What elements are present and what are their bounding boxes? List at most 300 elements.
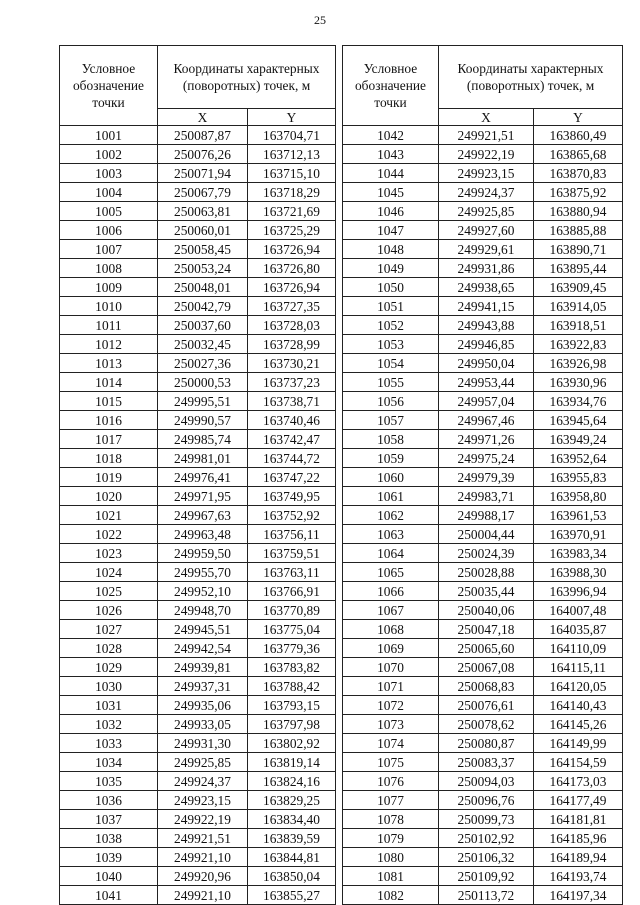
coord-x: 249923,15 <box>158 791 248 810</box>
coord-x: 249995,51 <box>158 392 248 411</box>
point-id: 1029 <box>60 658 158 677</box>
coord-x: 250042,79 <box>158 297 248 316</box>
table-row <box>60 791 336 810</box>
coord-y: 163779,36 <box>248 639 336 658</box>
coord-y: 163749,95 <box>248 487 336 506</box>
point-id: 1039 <box>60 848 158 867</box>
coord-x: 249924,37 <box>439 183 534 202</box>
coord-x: 250109,92 <box>439 867 534 886</box>
coord-x: 249985,74 <box>158 430 248 449</box>
coord-x: 250076,26 <box>158 145 248 164</box>
table-row <box>343 639 623 658</box>
coord-y: 164145,26 <box>534 715 623 734</box>
coord-x: 250102,92 <box>439 829 534 848</box>
table-row <box>60 316 336 335</box>
coord-y: 164120,05 <box>534 677 623 696</box>
coord-x: 249975,24 <box>439 449 534 468</box>
table-row <box>343 506 623 525</box>
coord-y: 163763,11 <box>248 563 336 582</box>
coord-x: 249938,65 <box>439 278 534 297</box>
table-row <box>343 126 623 145</box>
point-id: 1059 <box>343 449 439 468</box>
coord-y: 164197,34 <box>534 886 623 905</box>
coord-x: 249935,06 <box>158 696 248 715</box>
coord-x: 250096,76 <box>439 791 534 810</box>
table-row <box>343 411 623 430</box>
coord-y: 164185,96 <box>534 829 623 848</box>
table-row <box>60 886 336 905</box>
table-row <box>60 867 336 886</box>
coord-x: 249922,19 <box>439 145 534 164</box>
coord-x: 250004,44 <box>439 525 534 544</box>
table-row <box>60 297 336 316</box>
table-row <box>60 487 336 506</box>
table-row <box>343 183 623 202</box>
coord-y: 164181,81 <box>534 810 623 829</box>
coord-x: 249922,19 <box>158 810 248 829</box>
point-id: 1062 <box>343 506 439 525</box>
point-id: 1034 <box>60 753 158 772</box>
coord-y: 163715,10 <box>248 164 336 183</box>
coord-x: 250083,37 <box>439 753 534 772</box>
table-row <box>60 677 336 696</box>
table-row <box>60 696 336 715</box>
point-id: 1018 <box>60 449 158 468</box>
coord-x: 250040,06 <box>439 601 534 620</box>
table-row <box>60 601 336 620</box>
point-id: 1015 <box>60 392 158 411</box>
point-id: 1019 <box>60 468 158 487</box>
table-row <box>343 658 623 677</box>
coord-x: 250037,60 <box>158 316 248 335</box>
coord-y: 163756,11 <box>248 525 336 544</box>
point-id: 1037 <box>60 810 158 829</box>
coord-y: 163824,16 <box>248 772 336 791</box>
point-id: 1075 <box>343 753 439 772</box>
coord-x: 249921,51 <box>439 126 534 145</box>
table-row <box>343 354 623 373</box>
coord-x: 250080,87 <box>439 734 534 753</box>
table-row <box>60 658 336 677</box>
table-row <box>60 202 336 221</box>
coord-x: 249948,70 <box>158 601 248 620</box>
coord-x: 249946,85 <box>439 335 534 354</box>
table-row <box>343 202 623 221</box>
coord-y: 164154,59 <box>534 753 623 772</box>
table-row <box>60 354 336 373</box>
table-row <box>60 848 336 867</box>
coord-x: 250063,81 <box>158 202 248 221</box>
coord-y: 163718,29 <box>248 183 336 202</box>
coord-y: 163829,25 <box>248 791 336 810</box>
coord-x: 250099,73 <box>439 810 534 829</box>
point-id: 1073 <box>343 715 439 734</box>
point-id: 1054 <box>343 354 439 373</box>
coord-x: 250058,45 <box>158 240 248 259</box>
table-row <box>343 468 623 487</box>
table-row <box>60 335 336 354</box>
coord-y: 164115,11 <box>534 658 623 677</box>
point-id: 1010 <box>60 297 158 316</box>
coord-y: 163704,71 <box>248 126 336 145</box>
table-row <box>343 240 623 259</box>
coord-y: 164149,99 <box>534 734 623 753</box>
point-id: 1022 <box>60 525 158 544</box>
header-coords-label: Координаты характерных (поворотных) точек, м <box>439 46 623 109</box>
point-id: 1045 <box>343 183 439 202</box>
point-id: 1021 <box>60 506 158 525</box>
coord-x: 249923,15 <box>439 164 534 183</box>
table-row <box>343 791 623 810</box>
point-id: 1038 <box>60 829 158 848</box>
table-row <box>60 278 336 297</box>
table-row <box>343 848 623 867</box>
coord-x: 250068,83 <box>439 677 534 696</box>
table-row <box>60 639 336 658</box>
point-id: 1036 <box>60 791 158 810</box>
coord-y: 163802,92 <box>248 734 336 753</box>
point-id: 1012 <box>60 335 158 354</box>
table-row <box>343 544 623 563</box>
coord-y: 163958,80 <box>534 487 623 506</box>
table-row <box>60 126 336 145</box>
point-id: 1042 <box>343 126 439 145</box>
table-row <box>60 620 336 639</box>
coord-y: 163742,47 <box>248 430 336 449</box>
coord-y: 164173,03 <box>534 772 623 791</box>
table-row <box>60 259 336 278</box>
table-row <box>343 886 623 905</box>
point-id: 1011 <box>60 316 158 335</box>
point-id: 1028 <box>60 639 158 658</box>
coord-y: 163770,89 <box>248 601 336 620</box>
coord-x: 250035,44 <box>439 582 534 601</box>
table-row <box>60 468 336 487</box>
table-row <box>343 221 623 240</box>
table-row <box>343 753 623 772</box>
point-id: 1070 <box>343 658 439 677</box>
coord-y: 163747,22 <box>248 468 336 487</box>
coord-y: 164110,09 <box>534 639 623 658</box>
table-row <box>343 164 623 183</box>
coord-x: 249931,30 <box>158 734 248 753</box>
point-id: 1003 <box>60 164 158 183</box>
table-row <box>60 449 336 468</box>
coord-x: 249931,86 <box>439 259 534 278</box>
table-row <box>60 164 336 183</box>
point-id: 1001 <box>60 126 158 145</box>
table-row <box>343 620 623 639</box>
coord-x: 249963,48 <box>158 525 248 544</box>
table-row <box>343 734 623 753</box>
table-row <box>343 449 623 468</box>
point-id: 1004 <box>60 183 158 202</box>
point-id: 1002 <box>60 145 158 164</box>
coord-y: 163819,14 <box>248 753 336 772</box>
point-id: 1008 <box>60 259 158 278</box>
point-id: 1056 <box>343 392 439 411</box>
point-id: 1065 <box>343 563 439 582</box>
point-id: 1061 <box>343 487 439 506</box>
point-id: 1013 <box>60 354 158 373</box>
table-row <box>343 677 623 696</box>
coord-x: 250032,45 <box>158 335 248 354</box>
coord-x: 249929,61 <box>439 240 534 259</box>
coord-y: 163726,94 <box>248 240 336 259</box>
coord-x: 250067,08 <box>439 658 534 677</box>
table-row <box>343 696 623 715</box>
coord-y: 163922,83 <box>534 335 623 354</box>
coord-x: 250076,61 <box>439 696 534 715</box>
coord-x: 249952,10 <box>158 582 248 601</box>
table-row <box>343 601 623 620</box>
point-id: 1031 <box>60 696 158 715</box>
point-id: 1069 <box>343 639 439 658</box>
point-id: 1027 <box>60 620 158 639</box>
coord-y: 163983,34 <box>534 544 623 563</box>
header-y: Y <box>534 109 623 126</box>
table-row <box>343 829 623 848</box>
header-x: X <box>439 109 534 126</box>
point-id: 1040 <box>60 867 158 886</box>
coord-x: 249941,15 <box>439 297 534 316</box>
coord-y: 163949,24 <box>534 430 623 449</box>
coord-y: 163875,92 <box>534 183 623 202</box>
coord-x: 249921,51 <box>158 829 248 848</box>
coord-x: 249921,10 <box>158 848 248 867</box>
point-id: 1064 <box>343 544 439 563</box>
point-id: 1068 <box>343 620 439 639</box>
point-id: 1020 <box>60 487 158 506</box>
coord-x: 249924,37 <box>158 772 248 791</box>
coord-x: 250060,01 <box>158 221 248 240</box>
point-id: 1033 <box>60 734 158 753</box>
table-row <box>343 259 623 278</box>
coord-x: 249925,85 <box>439 202 534 221</box>
coord-y: 163961,53 <box>534 506 623 525</box>
coord-y: 163721,69 <box>248 202 336 221</box>
point-id: 1026 <box>60 601 158 620</box>
coord-x: 249979,39 <box>439 468 534 487</box>
coord-x: 249933,05 <box>158 715 248 734</box>
table-row <box>60 221 336 240</box>
table-row <box>60 829 336 848</box>
point-id: 1058 <box>343 430 439 449</box>
coord-y: 163952,64 <box>534 449 623 468</box>
coord-y: 163844,81 <box>248 848 336 867</box>
coord-y: 163728,99 <box>248 335 336 354</box>
coord-y: 164007,48 <box>534 601 623 620</box>
point-id: 1049 <box>343 259 439 278</box>
coord-y: 163744,72 <box>248 449 336 468</box>
coord-y: 163855,27 <box>248 886 336 905</box>
coord-y: 163834,40 <box>248 810 336 829</box>
coord-x: 250028,88 <box>439 563 534 582</box>
coord-x: 249942,54 <box>158 639 248 658</box>
table-row <box>343 297 623 316</box>
point-id: 1032 <box>60 715 158 734</box>
point-id: 1007 <box>60 240 158 259</box>
coord-y: 163775,04 <box>248 620 336 639</box>
coord-y: 164189,94 <box>534 848 623 867</box>
point-id: 1050 <box>343 278 439 297</box>
table-row <box>60 715 336 734</box>
coord-y: 163839,59 <box>248 829 336 848</box>
coord-x: 250067,79 <box>158 183 248 202</box>
table-row <box>343 810 623 829</box>
coord-x: 250087,87 <box>158 126 248 145</box>
coord-y: 163860,49 <box>534 126 623 145</box>
coord-y: 163909,45 <box>534 278 623 297</box>
point-id: 1063 <box>343 525 439 544</box>
coord-x: 250048,01 <box>158 278 248 297</box>
table-row <box>343 563 623 582</box>
table-row <box>60 810 336 829</box>
coord-y: 163955,83 <box>534 468 623 487</box>
coordinates-table-right <box>342 45 623 905</box>
coord-y: 164140,43 <box>534 696 623 715</box>
point-id: 1030 <box>60 677 158 696</box>
point-id: 1060 <box>343 468 439 487</box>
coord-x: 250094,03 <box>439 772 534 791</box>
point-id: 1006 <box>60 221 158 240</box>
table-row <box>60 392 336 411</box>
coord-y: 163880,94 <box>534 202 623 221</box>
point-id: 1078 <box>343 810 439 829</box>
coord-y: 163945,64 <box>534 411 623 430</box>
coord-y: 163727,35 <box>248 297 336 316</box>
header-coords-label: Координаты характерных (поворотных) точек, м <box>158 46 336 109</box>
coord-x: 249939,81 <box>158 658 248 677</box>
coord-x: 250078,62 <box>439 715 534 734</box>
point-id: 1072 <box>343 696 439 715</box>
coord-x: 250024,39 <box>439 544 534 563</box>
coord-y: 163726,80 <box>248 259 336 278</box>
point-id: 1057 <box>343 411 439 430</box>
coord-y: 163996,94 <box>534 582 623 601</box>
point-id: 1009 <box>60 278 158 297</box>
table-row <box>60 411 336 430</box>
coord-y: 163918,51 <box>534 316 623 335</box>
table-row <box>60 183 336 202</box>
coord-y: 164035,87 <box>534 620 623 639</box>
table-row <box>60 430 336 449</box>
point-id: 1016 <box>60 411 158 430</box>
coord-x: 249959,50 <box>158 544 248 563</box>
coord-y: 163712,13 <box>248 145 336 164</box>
coord-y: 163740,46 <box>248 411 336 430</box>
coord-x: 249921,10 <box>158 886 248 905</box>
coord-x: 250053,24 <box>158 259 248 278</box>
table-row <box>60 582 336 601</box>
table-row <box>343 316 623 335</box>
point-id: 1046 <box>343 202 439 221</box>
coord-y: 163934,76 <box>534 392 623 411</box>
coord-x: 250047,18 <box>439 620 534 639</box>
point-id: 1082 <box>343 886 439 905</box>
point-id: 1053 <box>343 335 439 354</box>
point-id: 1067 <box>343 601 439 620</box>
coord-x: 249967,46 <box>439 411 534 430</box>
coord-x: 250065,60 <box>439 639 534 658</box>
point-id: 1017 <box>60 430 158 449</box>
point-id: 1044 <box>343 164 439 183</box>
coord-x: 249943,88 <box>439 316 534 335</box>
point-id: 1071 <box>343 677 439 696</box>
coord-x: 249990,57 <box>158 411 248 430</box>
coord-y: 163725,29 <box>248 221 336 240</box>
table-row <box>60 240 336 259</box>
table-body-right <box>343 126 623 905</box>
coord-y: 163914,05 <box>534 297 623 316</box>
table-row <box>60 525 336 544</box>
coord-x: 249988,17 <box>439 506 534 525</box>
table-row <box>343 278 623 297</box>
coord-y: 163850,04 <box>248 867 336 886</box>
coord-y: 163970,91 <box>534 525 623 544</box>
point-id: 1076 <box>343 772 439 791</box>
coord-y: 163930,96 <box>534 373 623 392</box>
coord-y: 163766,91 <box>248 582 336 601</box>
coord-x: 249967,63 <box>158 506 248 525</box>
table-row <box>343 373 623 392</box>
coord-x: 249957,04 <box>439 392 534 411</box>
point-id: 1079 <box>343 829 439 848</box>
coord-x: 250027,36 <box>158 354 248 373</box>
point-id: 1024 <box>60 563 158 582</box>
coord-x: 249950,04 <box>439 354 534 373</box>
coord-x: 249925,85 <box>158 753 248 772</box>
table-row <box>343 392 623 411</box>
coord-y: 163730,21 <box>248 354 336 373</box>
coord-y: 163885,88 <box>534 221 623 240</box>
point-id: 1005 <box>60 202 158 221</box>
point-id: 1077 <box>343 791 439 810</box>
point-id: 1048 <box>343 240 439 259</box>
table-row <box>343 715 623 734</box>
header-y: Y <box>248 109 336 126</box>
table-row <box>343 430 623 449</box>
table-row <box>60 544 336 563</box>
coord-x: 250000,53 <box>158 373 248 392</box>
coord-y: 164177,49 <box>534 791 623 810</box>
coord-x: 249981,01 <box>158 449 248 468</box>
point-id: 1081 <box>343 867 439 886</box>
point-id: 1066 <box>343 582 439 601</box>
coord-y: 163737,23 <box>248 373 336 392</box>
coord-x: 249937,31 <box>158 677 248 696</box>
header-point-label: Условное обозначение точки <box>60 46 158 126</box>
coord-x: 250106,32 <box>439 848 534 867</box>
coord-y: 163728,03 <box>248 316 336 335</box>
coord-y: 163783,82 <box>248 658 336 677</box>
table-row <box>60 145 336 164</box>
coord-x: 249971,26 <box>439 430 534 449</box>
point-id: 1055 <box>343 373 439 392</box>
table-row <box>60 753 336 772</box>
coord-x: 249976,41 <box>158 468 248 487</box>
point-id: 1052 <box>343 316 439 335</box>
table-row <box>60 373 336 392</box>
point-id: 1023 <box>60 544 158 563</box>
point-id: 1074 <box>343 734 439 753</box>
table-row <box>60 772 336 791</box>
point-id: 1047 <box>343 221 439 240</box>
table-row <box>60 734 336 753</box>
point-id: 1051 <box>343 297 439 316</box>
table-row <box>60 506 336 525</box>
header-x: X <box>158 109 248 126</box>
